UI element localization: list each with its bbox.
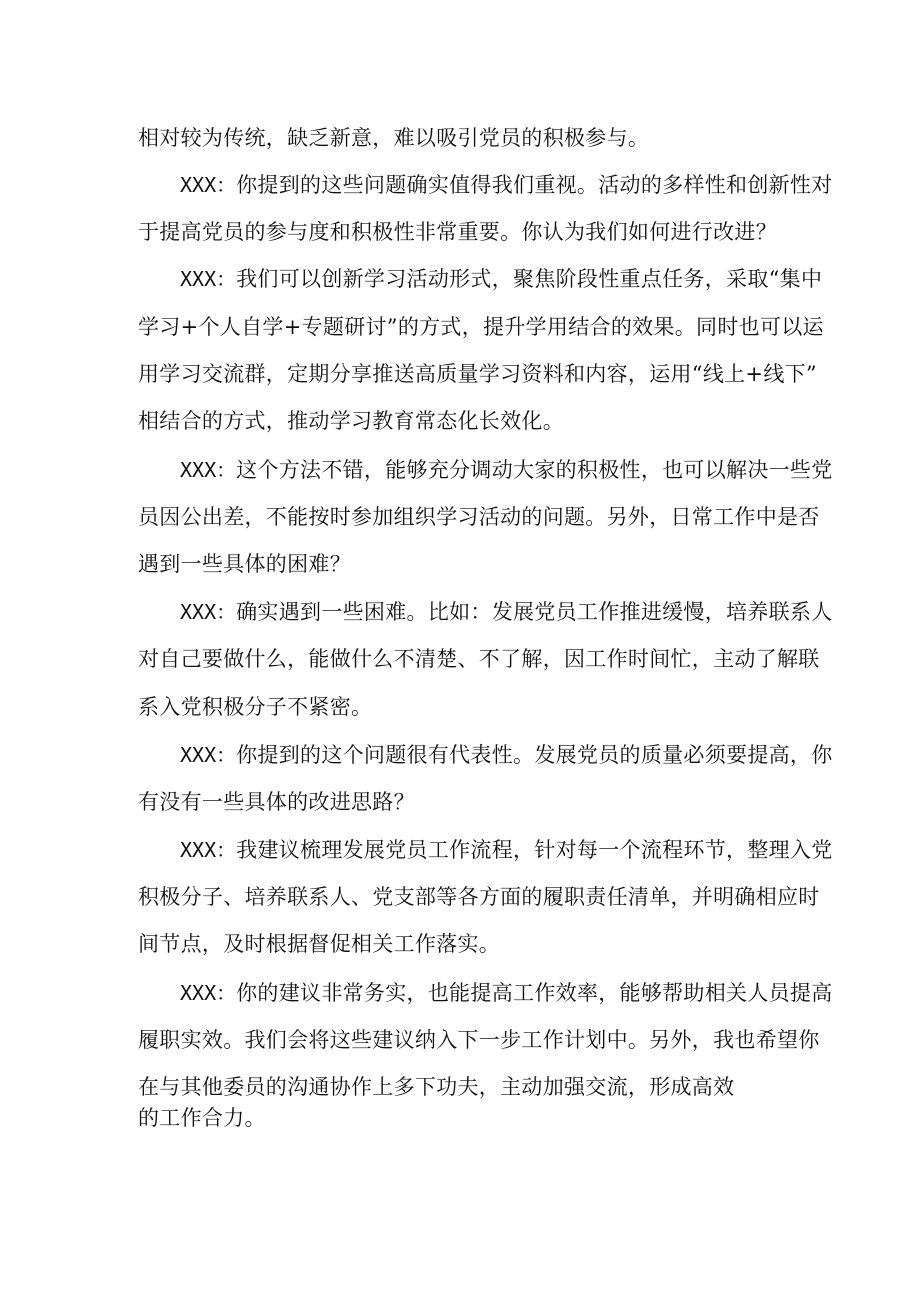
- paragraph-line: [180, 171, 833, 199]
- speaker-label: XXX：: [180, 267, 237, 291]
- paragraph-line: [138, 313, 824, 341]
- line-text: 你提到的这个问题很有代表性。发展党员的质量必须要提高，你: [236, 743, 833, 767]
- paragraph-line: [180, 741, 833, 769]
- speaker-label: XXX：: [180, 600, 237, 624]
- paragraph-line: [180, 598, 833, 626]
- line-text: 我建议梳理发展党员工作流程，针对每一个流程环节，整理入党: [236, 838, 833, 862]
- paragraph-line: [138, 693, 372, 721]
- paragraph-line: [138, 503, 820, 531]
- speaker-label: XXX：: [180, 743, 237, 767]
- line-text: 对自己要做什么，能做什么不清楚、不了解，因工作时间忙，主动了解联: [138, 647, 820, 671]
- paragraph-line: [180, 265, 822, 293]
- paragraph-line: [138, 218, 777, 246]
- line-text: 你的建议非常务实，也能提高工作效率，能够帮助相关人员提高: [236, 981, 833, 1005]
- speaker-label: XXX：: [180, 838, 237, 862]
- paragraph-line: [138, 124, 649, 152]
- paragraph-line: [138, 360, 817, 388]
- paragraph-line: [180, 836, 833, 864]
- line-text: 系入党积极分子不紧密。: [138, 695, 373, 719]
- paragraph-line: [138, 788, 415, 816]
- paragraph-line: [138, 407, 564, 435]
- paragraph-line: [138, 883, 820, 911]
- line-text: 相对较为传统，缺乏新意，难以吸引党员的积极参与。: [138, 126, 650, 150]
- line-text: 有没有一些具体的改进思路？: [138, 790, 415, 814]
- line-text: 遇到一些具体的困难？: [138, 552, 351, 576]
- line-text: 用学习交流群，定期分享推送高质量学习资料和内容，运用“线上+线下”: [138, 362, 817, 386]
- line-text: 我们可以创新学习活动形式，聚焦阶段性重点任务，采取“集中: [236, 267, 823, 291]
- speaker-label: XXX：: [180, 981, 237, 1005]
- line-text: 在与其他委员的沟通协作上多下功夫，主动加强交流，形成高效: [138, 1075, 735, 1099]
- line-text: 的工作合力。: [138, 1106, 266, 1130]
- line-text: 积极分子、培养联系人、党支部等各方面的履职责任清单，并明确相应时: [138, 885, 820, 909]
- line-text: 于提高党员的参与度和积极性非常重要。你认为我们如何进行改进？: [138, 220, 777, 244]
- line-text: 这个方法不错，能够充分调动大家的积极性，也可以解决一些党: [236, 458, 833, 482]
- paragraph-line: [138, 645, 820, 673]
- paragraph-line: [138, 1104, 266, 1132]
- paragraph-line: [180, 456, 833, 484]
- speaker-label: XXX：: [180, 458, 237, 482]
- line-text: 相结合的方式，推动学习教育常态化长效化。: [138, 409, 564, 433]
- speaker-label: XXX：: [180, 173, 237, 197]
- paragraph-line: [138, 930, 500, 958]
- paragraph-line: [138, 1073, 734, 1101]
- paragraph-line: [138, 1026, 820, 1054]
- line-text: 学习+个人自学+专题研讨”的方式，提升学用结合的效果。同时也可以运: [138, 315, 824, 339]
- line-text: 间节点，及时根据督促相关工作落实。: [138, 932, 501, 956]
- paragraph-line: [138, 550, 351, 578]
- line-text: 你提到的这些问题确实值得我们重视。活动的多样性和创新性对: [236, 173, 833, 197]
- line-text: 员因公出差，不能按时参加组织学习活动的问题。另外，日常工作中是否: [138, 505, 820, 529]
- line-text: 确实遇到一些困难。比如：发展党员工作推进缓慢，培养联系人: [236, 600, 833, 624]
- paragraph-line: [180, 979, 833, 1007]
- line-text: 履职实效。我们会将这些建议纳入下一步工作计划中。另外，我也希望你: [138, 1028, 820, 1052]
